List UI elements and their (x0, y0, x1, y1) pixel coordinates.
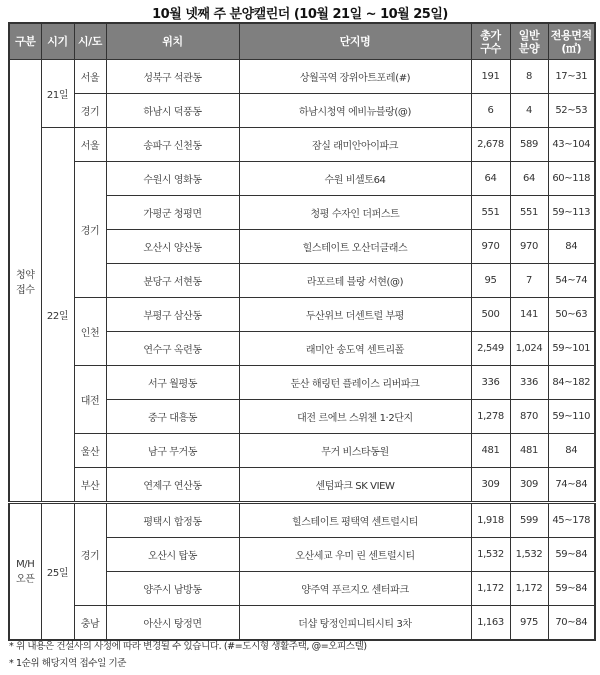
header-region: 시/도 (74, 23, 106, 60)
complex-cell: 힐스테이트 오산더클래스 (239, 230, 471, 264)
location-cell: 오산시 탑동 (106, 538, 239, 572)
region-cell: 경기 (74, 162, 106, 298)
general-sale-cell: 141 (510, 298, 548, 332)
category-label-line1: M/H (16, 558, 35, 570)
header-row (9, 23, 595, 60)
area-cell: 70~84 (548, 606, 595, 641)
general-sale-cell: 975 (510, 606, 548, 641)
location-cell: 성북구 석관동 (106, 60, 239, 94)
category-label-line2: 접수 (15, 284, 35, 296)
general-sale-cell: 336 (510, 366, 548, 400)
general-sale-cell: 7 (510, 264, 548, 298)
header-general-sale (510, 23, 548, 60)
date-cell: 21일 (41, 60, 74, 128)
header-total-units-line1: 총가 (480, 28, 501, 42)
header-complex: 단지명 (239, 23, 471, 60)
location-cell: 연수구 옥련동 (106, 332, 239, 366)
location-cell: 분당구 서현동 (106, 264, 239, 298)
complex-cell: 대전 르에브 스위첸 1·2단지 (239, 400, 471, 434)
header-general-sale-line1: 일반 (518, 28, 540, 42)
date-cell: 22일 (41, 128, 74, 503)
region-cell: 서울 (74, 128, 106, 162)
header-total-units-line2: 구수 (480, 41, 501, 55)
location-cell: 오산시 양산동 (106, 230, 239, 264)
region-cell: 경기 (74, 94, 106, 128)
general-sale-cell: 551 (510, 196, 548, 230)
general-sale-cell: 870 (510, 400, 548, 434)
header-total-units (471, 23, 510, 60)
header-area-line2: (㎡) (561, 41, 582, 55)
region-cell: 대전 (74, 366, 106, 434)
total-units-cell: 481 (471, 434, 510, 468)
area-cell: 59~84 (548, 572, 595, 606)
location-cell: 아산시 탕정면 (106, 606, 239, 641)
table-row (9, 162, 595, 196)
area-cell: 45~178 (548, 503, 595, 538)
header-area (548, 23, 595, 60)
complex-cell: 라포르테 블랑 서현(@) (239, 264, 471, 298)
header-category: 구분 (9, 23, 41, 60)
date-cell: 25일 (41, 503, 74, 641)
page-title: 10월 넷째 주 분양캘린더 (10월 21일 ~ 10월 25일) (152, 7, 448, 22)
location-cell: 중구 대흥동 (106, 400, 239, 434)
category-cell (9, 60, 41, 503)
general-sale-cell: 481 (510, 434, 548, 468)
general-sale-cell: 4 (510, 94, 548, 128)
total-units-cell: 95 (471, 264, 510, 298)
area-cell: 84 (548, 230, 595, 264)
region-cell: 울산 (74, 434, 106, 468)
footnotes (9, 640, 367, 674)
location-cell: 수원시 영화동 (106, 162, 239, 196)
area-cell: 17~31 (548, 60, 595, 94)
complex-cell: 두산위브 더센트럴 부평 (239, 298, 471, 332)
table-row (9, 606, 595, 641)
total-units-cell: 1,278 (471, 400, 510, 434)
complex-cell: 청평 수자인 더퍼스트 (239, 196, 471, 230)
category-cell (9, 503, 41, 641)
location-cell: 양주시 남방동 (106, 572, 239, 606)
general-sale-cell: 309 (510, 468, 548, 503)
total-units-cell: 64 (471, 162, 510, 196)
complex-cell: 양주역 푸르지오 센터파크 (239, 572, 471, 606)
location-cell: 부평구 삼산동 (106, 298, 239, 332)
general-sale-cell: 589 (510, 128, 548, 162)
total-units-cell: 1,918 (471, 503, 510, 538)
header-general-sale-line2: 분양 (518, 41, 540, 55)
complex-cell: 잠실 래미안아이파크 (239, 128, 471, 162)
general-sale-cell: 970 (510, 230, 548, 264)
area-cell: 59~101 (548, 332, 595, 366)
total-units-cell: 551 (471, 196, 510, 230)
complex-cell: 무거 비스타동원 (239, 434, 471, 468)
location-cell: 송파구 신천동 (106, 128, 239, 162)
location-cell: 연제구 연산동 (106, 468, 239, 503)
total-units-cell: 309 (471, 468, 510, 503)
area-cell: 84 (548, 434, 595, 468)
total-units-cell: 1,532 (471, 538, 510, 572)
table-row (9, 128, 595, 162)
complex-cell: 센텀파크 SK VIEW (239, 468, 471, 503)
footnote-change-notice: * 위 내용은 건설사의 사정에 따라 변경될 수 있습니다. (#=도시형 생활주택, @=오피스텔) (9, 641, 367, 652)
area-cell: 52~53 (548, 94, 595, 128)
location-cell: 가평군 청평면 (106, 196, 239, 230)
complex-cell: 수원 비셀토64 (239, 162, 471, 196)
area-cell: 74~84 (548, 468, 595, 503)
total-units-cell: 1,172 (471, 572, 510, 606)
total-units-cell: 970 (471, 230, 510, 264)
area-cell: 59~113 (548, 196, 595, 230)
complex-cell: 힐스테이트 평택역 센트럴시티 (239, 503, 471, 538)
category-label-line2: 오픈 (15, 573, 35, 585)
area-cell: 60~118 (548, 162, 595, 196)
complex-cell: 상월곡역 장위아트포레(#) (239, 60, 471, 94)
total-units-cell: 2,678 (471, 128, 510, 162)
table-row (9, 468, 595, 503)
general-sale-cell: 64 (510, 162, 548, 196)
area-cell: 84~182 (548, 366, 595, 400)
category-label-line1: 청약 (15, 269, 35, 281)
table-row (9, 434, 595, 468)
table-row (9, 60, 595, 94)
location-cell: 남구 무거동 (106, 434, 239, 468)
area-cell: 59~110 (548, 400, 595, 434)
region-cell: 인천 (74, 298, 106, 366)
region-cell: 충남 (74, 606, 106, 641)
region-cell: 서울 (74, 60, 106, 94)
location-cell: 하남시 덕풍동 (106, 94, 239, 128)
area-cell: 50~63 (548, 298, 595, 332)
total-units-cell: 191 (471, 60, 510, 94)
total-units-cell: 1,163 (471, 606, 510, 641)
general-sale-cell: 1,172 (510, 572, 548, 606)
complex-cell: 둔산 해링턴 플레이스 리버파크 (239, 366, 471, 400)
complex-cell: 더샵 탕정인피니티시티 3차 (239, 606, 471, 641)
general-sale-cell: 1,024 (510, 332, 548, 366)
total-units-cell: 6 (471, 94, 510, 128)
table-row (9, 298, 595, 332)
total-units-cell: 336 (471, 366, 510, 400)
total-units-cell: 2,549 (471, 332, 510, 366)
table-row (9, 366, 595, 400)
region-cell: 부산 (74, 468, 106, 503)
complex-cell: 오산세교 우미 린 센트럴시티 (239, 538, 471, 572)
general-sale-cell: 1,532 (510, 538, 548, 572)
header-location: 위치 (106, 23, 239, 60)
general-sale-cell: 8 (510, 60, 548, 94)
location-cell: 평택시 합정동 (106, 503, 239, 538)
area-cell: 54~74 (548, 264, 595, 298)
area-cell: 59~84 (548, 538, 595, 572)
complex-cell: 하남시청역 에비뉴블랑(@) (239, 94, 471, 128)
sales-calendar-table (8, 22, 596, 641)
area-cell: 43~104 (548, 128, 595, 162)
table-row (9, 503, 595, 538)
complex-cell: 래미안 송도역 센트리폴 (239, 332, 471, 366)
region-cell: 경기 (74, 503, 106, 606)
location-cell: 서구 월평동 (106, 366, 239, 400)
header-area-line1: 전용면적 (550, 28, 592, 42)
header-date: 시기 (41, 23, 74, 60)
general-sale-cell: 599 (510, 503, 548, 538)
footnote-first-priority: * 1순위 해당지역 접수일 기준 (9, 658, 127, 669)
table-row (9, 94, 595, 128)
total-units-cell: 500 (471, 298, 510, 332)
